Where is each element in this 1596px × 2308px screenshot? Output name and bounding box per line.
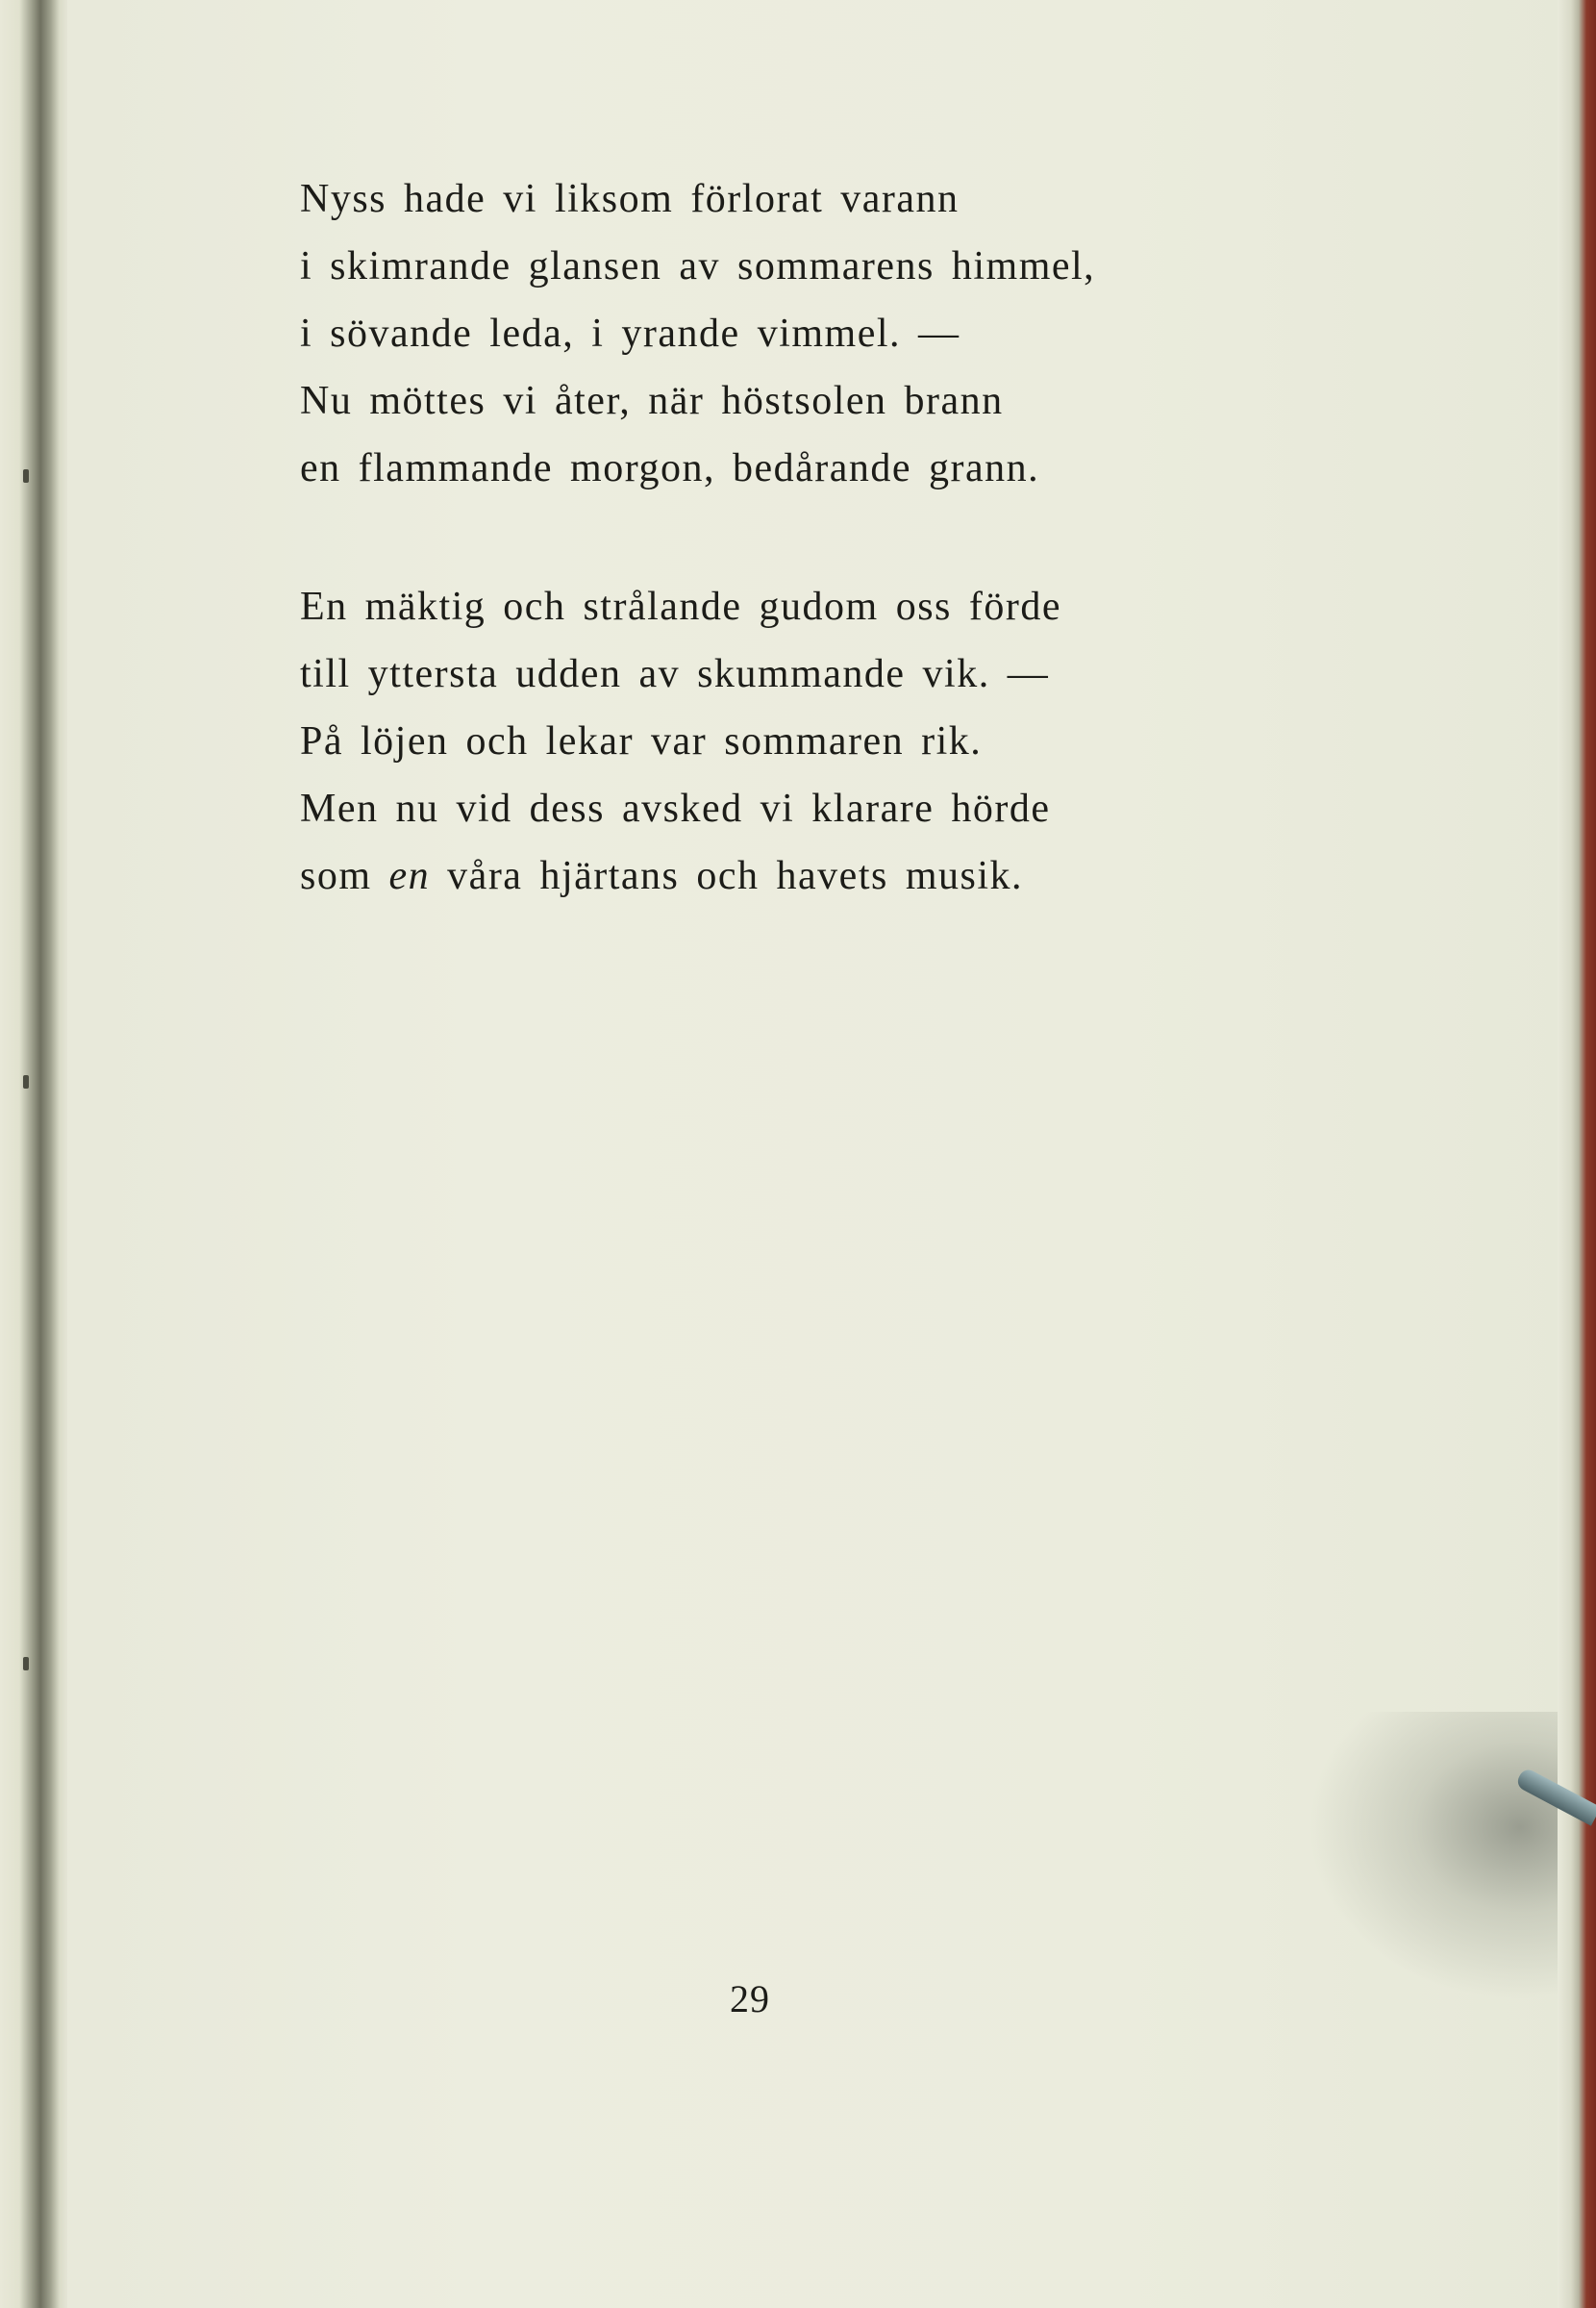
binding-mark [23, 1657, 29, 1670]
binding-mark [23, 1075, 29, 1089]
poem-line: Nyss hade vi liksom förlorat varann [300, 177, 960, 221]
binding-mark [23, 469, 29, 483]
poem-line: i sövande leda, i yrande vimmel. — [300, 312, 960, 356]
book-binding-edge [0, 0, 67, 2308]
poem-line: Men nu vid dess avsked vi klarare hörde [300, 787, 1051, 831]
poem-line: till yttersta udden av skummande vik. — [300, 652, 1050, 696]
poem-line: en flammande morgon, bedårande grann. [300, 446, 1040, 490]
poem-line-last [300, 842, 1261, 910]
poem-line-end: våra hjärtans och havets musik. [430, 854, 1024, 898]
page-shadow [1308, 1712, 1558, 2000]
poem-line-start: som [300, 854, 389, 898]
stanza-2 [300, 573, 1261, 910]
poem-line: En mäktig och strålande gudom oss förde [300, 585, 1062, 629]
emphasized-word: en [388, 854, 431, 898]
book-cover-edge [1558, 0, 1596, 2308]
page-number: 29 [730, 1977, 770, 2020]
stanza-1 [300, 165, 1261, 502]
poem-line: Nu möttes vi åter, när höstsolen brann [300, 379, 1004, 423]
poem [300, 165, 1261, 910]
poem-line: På löjen och lekar var sommaren rik. [300, 719, 983, 764]
poem-line: i skimrande glansen av sommarens himmel, [300, 244, 1096, 288]
